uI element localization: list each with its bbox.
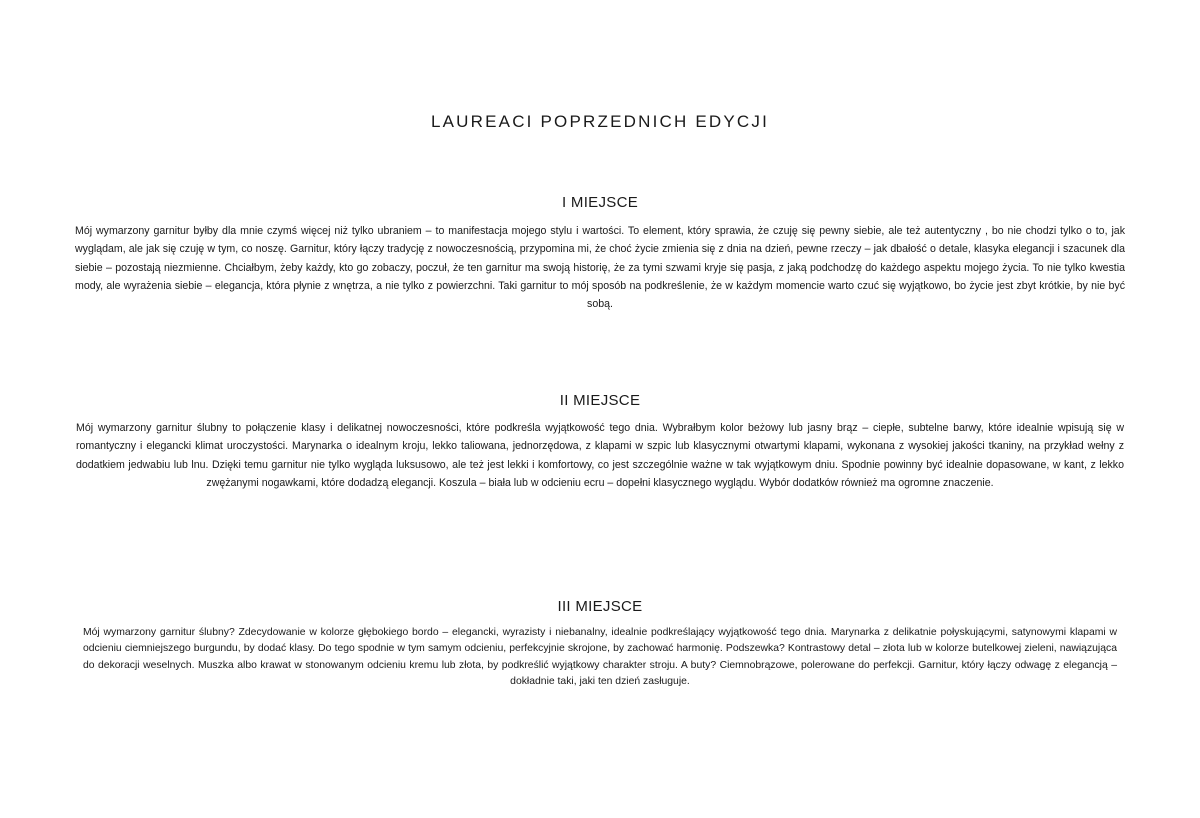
section-heading: III MIEJSCE <box>557 598 643 615</box>
section-heading: I MIEJSCE <box>561 194 639 211</box>
section-text: Mój wymarzony garnitur ślubny to połączenie klasy i delikatnej nowoczesności, które podkreśla wyjątkowość tego dnia. Wybrałbym kolor beżowy lub jasny brąz – ciepłe, subtelne barwy, które idealnie wpisują się w romantyczny i elegancki klimat uroczystości. Marynarka o idealnym kroju, lekko taliowana, jednorzędowa, z klapami w szpic lub klasycznymi otwartymi klapami, wykonana z wysokiej jakości tkaniny, na przykład wełny z dodatkiem jedwabiu lub lnu. Dzięki temu garnitur nie tylko wygląda luksusowo, ale też jest lekki i komfortowy, co jest szczególnie ważne w tak wyjątkowym dniu. Spodnie powinny być idealnie dopasowane, w kant, z lekko zwężanymi nogawkami, które dodadzą elegancji. Koszula – biała lub w odcieniu ecru – dopełni klasycznego wyglądu. Wybór dodatków również ma ogromne znaczenie. <box>76 422 1124 489</box>
section-first-place <box>0 193 1200 313</box>
section-text: Mój wymarzony garnitur ślubny? Zdecydowanie w kolorze głębokiego bordo – elegancki, wyrazisty i niebanalny, idealnie podkreślający wyjątkowość tego dnia. Marynarka z delikatnie połyskującymi, satynowymi klapami w odcieniu ciemniejszego burgundu, by dodać klasy. Do tego spodnie w tym samym odcieniu, perfekcyjnie skrojone, by zachować harmonię. Podszewka? Kontrastowy detal – złota lub w kolorze butelkowej zieleni, nawiązująca do dekoracji weselnych. Muszka albo krawat w stonowanym odcieniu kremu lub złota, by podkreślić wyjątkowy charakter stroju. A buty? Ciemnobrązowe, polerowane do perfekcji. Garnitur, który łączy odwagę z elegancją – dokładnie taki, jaki ten dzień zasługuje. <box>83 627 1117 687</box>
page-title: LAUREACI POPRZEDNICH EDYCJI <box>430 112 770 131</box>
section-text: Mój wymarzony garnitur byłby dla mnie czymś więcej niż tylko ubraniem – to manifestacja mojego stylu i wartości. To element, który sprawia, że czuję się pewny siebie, ale też autentyczny , bo nie chodzi tylko o to, jak wyglądam, ale jak się czuję w tym, co noszę. Garnitur, który łączy tradycję z nowoczesnością, przypomina mi, że choć życie zmienia się z dnia na dzień, pewne rzeczy – jak dbałość o detale, klasyka elegancji i szacunek dla siebie – pozostają niezmienne. Chciałbym, żeby każdy, kto go zobaczy, poczuł, że ten garnitur ma swoją historię, że za tymi szwami kryje się pasja, z jaką podchodzę do każdego aspektu mojego życia. To nie tylko kwestia mody, ale wyrażenia siebie – elegancja, która płynie z wnętrza, a nie tylko z powierzchni. Taki garnitur to mój sposób na podkreślenie, że w każdym momencie warto czuć się wyjątkowo, bo życie jest zbyt krótkie, by nie być sobą. <box>75 225 1125 311</box>
section-second-place <box>0 391 1200 492</box>
section-heading: II MIEJSCE <box>559 392 641 409</box>
section-third-place <box>0 597 1200 690</box>
